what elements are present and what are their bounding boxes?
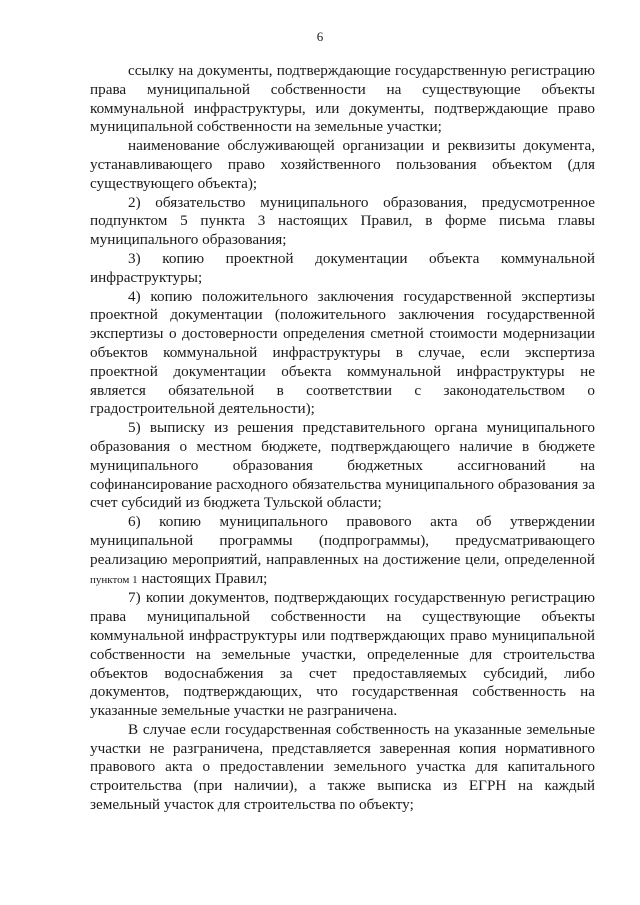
paragraph-service-organization: наименование обслуживающей организации и реквизиты документа, устанавливающего право хозяйственного пользования объектом (для существующего объекта); (90, 137, 595, 192)
paragraph-item-2: 2) обязательство муниципального образования, предусмотренное подпунктом 5 пункта 3 настоящих Правил, в форме письма главы муниципального образования; (90, 193, 595, 249)
paragraph-item-6 (90, 513, 595, 589)
paragraph-item-3: 3) копию проектной документации объекта коммунальной инфраструктуры; (90, 249, 595, 286)
paragraph-item-5: 5) выписку из решения представительного органа муниципального образования о местном бюджете, подтверждающего наличие в бюджете муниципального образования бюджетных ассигнований на софинансирование расходного обязательства муниципального образования за счет субсидий из бюджета Тульской области; (90, 419, 595, 512)
paragraph-item-4: 4) копию положительного заключения государственной экспертизы проектной документации (положительного заключения государственной экспертизы о достоверности определения сметной стоимости модернизации объектов коммунальной инфраструктуры в случае, если экспертиза проектной документации объекта коммунальной инфраструктуры не является обязательной в соответствии с законодательством о градостроительной деятельности); (90, 287, 595, 418)
page-number: 6 (316, 29, 324, 44)
paragraph-item-6-tail: настоящих Правил; (137, 569, 268, 587)
document-body (90, 62, 595, 815)
paragraph-state-property: В случае если государственная собственность на указанные земельные участки не разграничена, представляется заверенная копия нормативного правового акта о предоставлении земельного участка для капитального строительства (при наличии), а также выписка из ЕГРН на каждый земельный участок для строительства по объекту; (90, 720, 595, 814)
paragraph-item-6-reference: пунктом 1 (90, 573, 138, 586)
paragraph-registration-link: ссылку на документы, подтверждающие государственную регистрацию права муниципальной собственности на существующие объекты коммунальной инфраструктуры, или документы, подтверждающие право муниципальной собственности на земельные участки; (90, 62, 595, 136)
paragraph-item-6-main: 6) копию муниципального правового акта об утверждении муниципальной программы (подпрограммы), предусматривающего реализацию мероприятий, направленных на достижение цели, определенной (90, 513, 595, 568)
paragraph-item-7: 7) копии документов, подтверждающих государственную регистрацию права муниципальной собственности на существующие объекты коммунальной инфраструктуры или подтверждающих право муниципальной собственности на земельные участки, определенные для строительства объектов водоснабжения за счет предоставляемых субсидий, либо документов, подтверждающих, что государственная собственность на указанные земельные участки не разграничена. (90, 589, 595, 720)
